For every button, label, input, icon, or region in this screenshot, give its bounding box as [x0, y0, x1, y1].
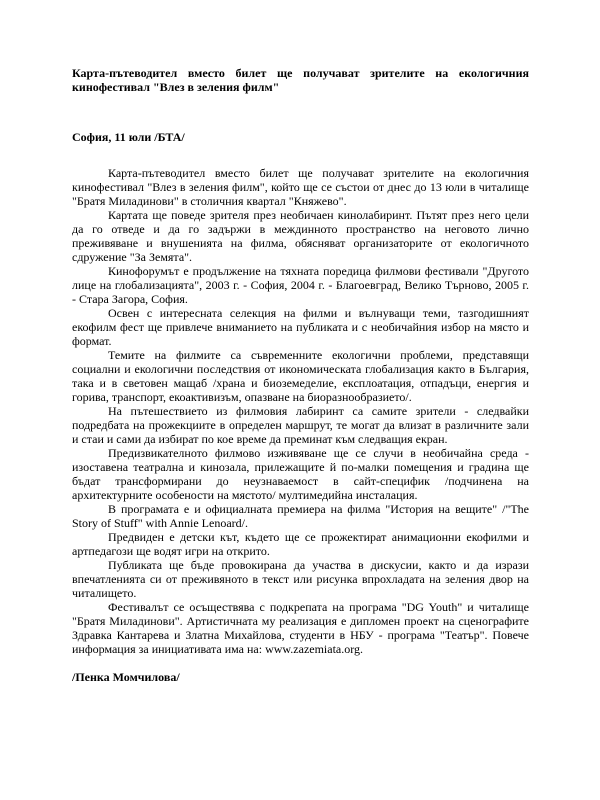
article-paragraph: Темите на филмите са съвременните екологични проблеми, представящи социални и екологични последствия от икономическата глобализация както в България, така и в световен мащаб /храна и биоземеделие, експлоатация, отпадъци, енергия и горива, транспорт, екоактивизъм, опазване на биоразнообразието/. [72, 348, 529, 404]
article-paragraph: Карта-пътеводител вместо билет ще получават зрителите на екологичния кинофестивал "Влез в зеления филм", който ще се състои от днес до 13 юли в читалище "Братя Миладинови" в столичния квартал "Княжево". [72, 166, 529, 208]
article-paragraph: Предизвикателното филмово изживяване ще се случи в необичайна среда - изоставена театрална и кинозала, прилежащите й по-малки помещения и градина ще бъдат трансформирани до неузнаваемост в сайт-специфик /подчинена на архитектурните особености на мястото/ мултимедийна инсталация. [72, 446, 529, 502]
article-title: Карта-пътеводител вместо билет ще получават зрителите на екологичния кинофестивал "Влез в зеления филм" [72, 66, 529, 94]
article-author: /Пенка Момчилова/ [72, 670, 180, 684]
article-paragraph: Предвиден е детски кът, където ще се прожектират анимационни екофилми и артпедагози ще водят игри на открито. [72, 530, 529, 558]
document-page [72, 66, 529, 684]
article-paragraph: Фестивалът се осъществява с подкрепата на програма "DG Youth" и читалище "Братя Миладинови". Артистичната му реализация е дипломен проект на сценографите Здравка Кантарева и Златна Михайлова, студенти в НБУ - програма "Театър". Повече информация за инициативата има на: www.zazemiata.org. [72, 600, 529, 656]
article-dateline: София, 11 юли /БТА/ [72, 130, 185, 144]
article-paragraph: Освен с интересната селекция на филми и вълнуващи теми, тазгодишният екофилм фест ще привлече вниманието на публиката и с необичайния избор на място и формат. [72, 306, 529, 348]
article-paragraph: В програмата е и официалната премиера на филма "История на вещите" /"The Story of Stuff" with Annie Lenoard/. [72, 502, 529, 530]
article-paragraph: Публиката ще бъде провокирана да участва в дискусии, както и да изрази впечатленията си от преживяното в текст или рисунка впрохладата на зеления двор на читалището. [72, 558, 529, 600]
article-paragraph: Картата ще поведе зрителя през необичаен кинолабиринт. Пътят през него цели да го отведе и да го задържи в междинното пространство на неговото лично преживяване и внушенията на филма, обясняват организаторите от екологичното сдружение "За Земята". [72, 208, 529, 264]
article-paragraph: Кинофорумът е продължение на тяхната поредица филмови фестивали "Другото лице на глобализацията", 2003 г. - София, 2004 г. - Благоевград, Велико Търново, 2005 г. - Стара Загора, София. [72, 264, 529, 306]
article-body [72, 166, 529, 656]
article-paragraph: На пътешествието из филмовия лабиринт са самите зрители - следвайки подредбата на прожекциите в определен маршрут, те могат да влизат в различните зали и стаи и сами да избират по кое време да преминат към следващия екран. [72, 404, 529, 446]
